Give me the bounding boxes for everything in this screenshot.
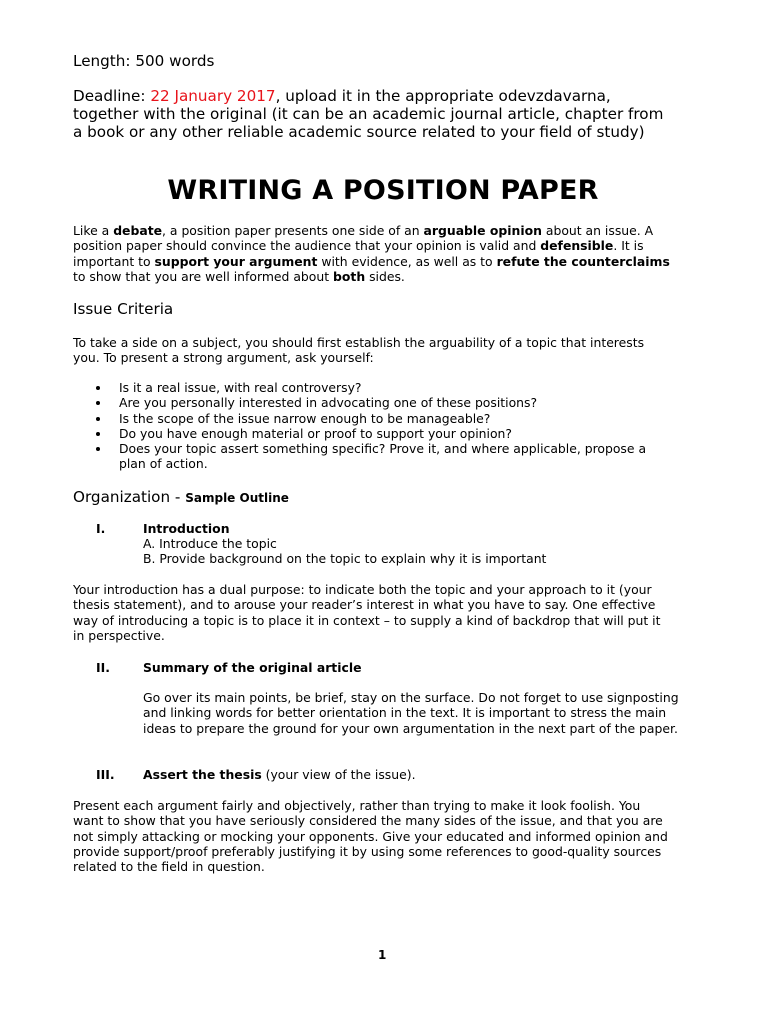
list-item <box>73 395 673 410</box>
list-item <box>73 426 673 441</box>
organization-heading-text: Organization - <box>73 488 186 506</box>
issue-criteria-list <box>73 380 673 472</box>
list-item-text: Do you have enough material or proof to support your opinion? <box>119 425 512 441</box>
bullet-icon <box>96 386 100 390</box>
intro-text: , a position paper presents one side of an <box>162 223 424 238</box>
list-item-text: Are you personally interested in advocating one of these positions? <box>119 395 538 411</box>
outline-subitem: A. Introduce the topic <box>143 536 277 551</box>
outline-subitem: B. Provide background on the topic to explain why it is important <box>143 551 547 567</box>
bullet-icon <box>96 447 100 451</box>
section-numeral: III. <box>96 767 115 782</box>
section-title-rest: (your view of the issue). <box>261 767 416 782</box>
deadline-label: Deadline: <box>73 87 151 105</box>
list-item-text: Does your topic assert something specific? Prove it, and where applicable, propose a plan of action. <box>119 441 647 472</box>
organization-heading <box>73 488 289 507</box>
intro-text: to show that you are well informed about <box>73 268 334 284</box>
list-item-text: Is it a real issue, with real controversy? <box>119 380 362 395</box>
deadline-details: , upload it in the appropriate odevzdavarna, together with the original (it can be an academic journal article, chapter from a book or any other reliable academic source related to your field of study) <box>73 87 664 141</box>
list-item <box>73 441 673 472</box>
intro-bold: debate <box>113 223 163 238</box>
summary-paragraph: Go over its main points, be brief, stay on the surface. Do not forget to use signposting and linking words for better orientation in the text. It is important to stress the main ideas to prepare the ground for your own argumentation in the next part of the paper. <box>143 690 679 736</box>
intro-text: . It is important to <box>73 238 644 269</box>
list-item <box>73 380 673 395</box>
intro-bold: arguable opinion <box>423 223 542 238</box>
intro-text: sides. <box>365 268 405 284</box>
deadline-line <box>73 87 673 141</box>
issue-criteria-heading: Issue Criteria <box>73 300 174 318</box>
intro-bold: support your argument <box>154 253 318 269</box>
page-title: WRITING A POSITION PAPER <box>167 175 599 206</box>
intro-bold: refute the counterclaims <box>496 253 670 269</box>
bullet-icon <box>96 417 100 421</box>
bullet-icon <box>96 432 100 436</box>
intro-text: Like a <box>73 223 114 238</box>
intro-text: about an issue. A position paper should convince the audience that your opinion is valid and <box>73 223 654 254</box>
outline-section-2 <box>96 660 673 675</box>
length-line: Length: 500 words <box>73 52 215 70</box>
issue-criteria-paragraph: To take a side on a subject, you should first establish the arguability of a topic that interests you. To present a strong argument, ask yourself: <box>73 335 645 366</box>
outline-subitems <box>143 536 546 567</box>
section-title: Summary of the original article <box>143 660 362 675</box>
page-number: 1 <box>378 948 387 962</box>
bullet-icon <box>96 401 100 405</box>
intro-bold: both <box>333 268 366 284</box>
intro-paragraph <box>73 223 673 284</box>
deadline-date: 22 January 2017 <box>150 87 276 105</box>
organization-subheading: Sample Outline <box>185 491 289 505</box>
outline-section-1 <box>96 521 673 536</box>
list-item-text: Is the scope of the issue narrow enough to be manageable? <box>119 410 491 426</box>
list-item <box>73 411 673 426</box>
intro-text: with evidence, as well as to <box>317 253 497 269</box>
introduction-paragraph: Your introduction has a dual purpose: to indicate both the topic and your approach to it (your thesis statement), and to arouse your reader’s interest in what you have to say. One effective way of introducing a topic is to place it in context – to supply a kind of backdrop that will put it in perspective. <box>73 582 661 643</box>
outline-section-3 <box>96 767 673 782</box>
thesis-paragraph: Present each argument fairly and objectively, rather than trying to make it look foolish. You want to show that you have seriously considered the many sides of the issue, and that you are not simply attacking or mocking your opponents. Give your educated and informed opinion and provide support/proof preferably justifying it by using some references to good-quality sources related to the field in question. <box>73 798 668 875</box>
intro-bold: defensible <box>540 238 614 254</box>
section-title: Assert the thesis <box>143 767 262 782</box>
section-title: Introduction <box>143 521 230 536</box>
section-numeral: II. <box>96 660 110 675</box>
section-numeral: I. <box>96 521 106 536</box>
